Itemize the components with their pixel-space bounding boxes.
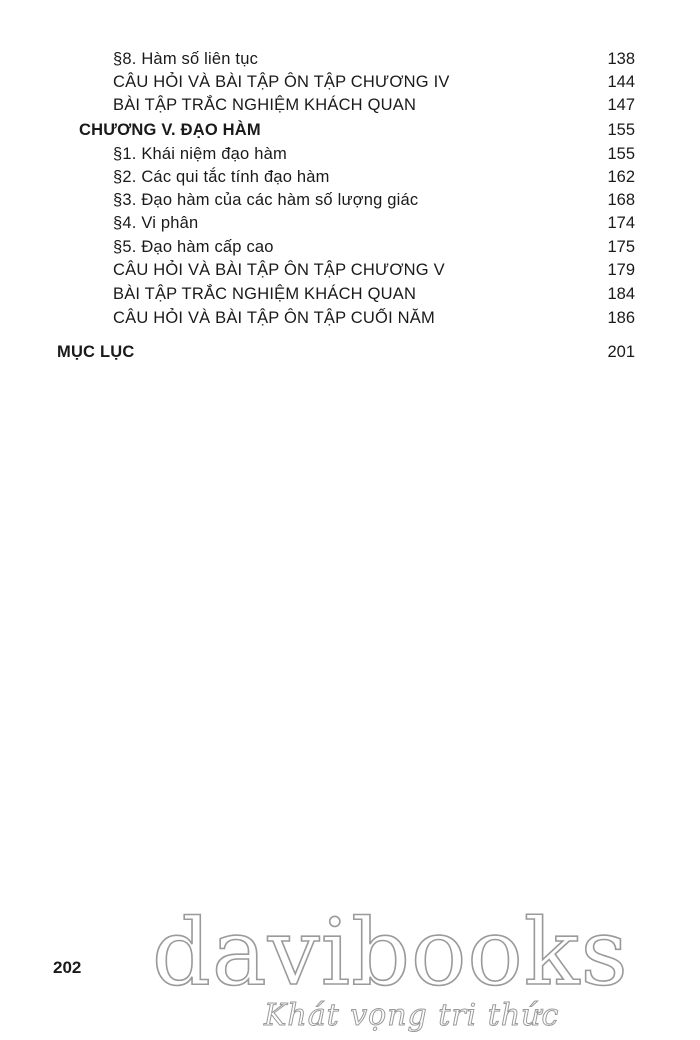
toc-top-level-heading xyxy=(0,340,700,364)
watermark-brand: davibooks xyxy=(152,899,629,1006)
toc-entry-page: 138 xyxy=(607,50,635,68)
toc-chapter-heading xyxy=(0,118,700,142)
toc-entry-title: CHƯƠNG V. ĐẠO HÀM xyxy=(79,121,261,139)
toc-entry xyxy=(0,235,700,259)
toc-entry-title: §8. Hàm số liên tục xyxy=(113,50,259,68)
toc-entry-title: §4. Vi phân xyxy=(113,214,199,232)
toc-entry-page: 144 xyxy=(607,73,635,91)
toc-entry xyxy=(0,188,700,212)
toc-entry xyxy=(0,70,700,94)
toc-entry xyxy=(0,211,700,235)
toc-entry-page: 155 xyxy=(607,121,635,139)
toc-entry-page: 184 xyxy=(607,285,635,303)
toc-entry-page: 162 xyxy=(607,168,635,186)
toc-entry-title: CÂU HỎI VÀ BÀI TẬP ÔN TẬP CHƯƠNG IV xyxy=(113,73,450,91)
toc-entry-title: CÂU HỎI VÀ BÀI TẬP ÔN TẬP CHƯƠNG V xyxy=(113,261,445,279)
toc-entry-page: 168 xyxy=(607,191,635,209)
toc-entry-title: §3. Đạo hàm của các hàm số lượng giác xyxy=(113,191,419,209)
toc-entry xyxy=(0,306,700,330)
toc-entry-page: 186 xyxy=(607,309,635,327)
toc-entry-page: 175 xyxy=(607,238,635,256)
watermark xyxy=(140,898,629,1038)
toc-entry xyxy=(0,93,700,117)
toc-entry xyxy=(0,258,700,282)
toc-entry-title: CÂU HỎI VÀ BÀI TẬP ÔN TẬP CUỐI NĂM xyxy=(113,309,435,327)
toc-entry xyxy=(0,165,700,189)
toc-entry-page: 155 xyxy=(607,145,635,163)
toc-entry-title: §5. Đạo hàm cấp cao xyxy=(113,238,274,256)
toc-entry-title: §2. Các qui tắc tính đạo hàm xyxy=(113,168,330,186)
watermark-tagline: Khát vọng tri thức xyxy=(264,998,560,1033)
toc-entry-page: 179 xyxy=(607,261,635,279)
toc-entry-page: 201 xyxy=(607,343,635,361)
toc-entry-title: BÀI TẬP TRẮC NGHIỆM KHÁCH QUAN xyxy=(113,285,417,303)
toc-entry xyxy=(0,282,700,306)
toc-entry-title: BÀI TẬP TRẮC NGHIỆM KHÁCH QUAN xyxy=(113,96,417,114)
toc-entry-title: §1. Khái niệm đạo hàm xyxy=(113,145,287,163)
toc-entry xyxy=(0,47,700,71)
page-number: 202 xyxy=(53,958,82,977)
toc-entry-page: 147 xyxy=(607,96,635,114)
toc-entry-title: MỤC LỤC xyxy=(57,343,135,361)
toc-entry xyxy=(0,142,700,166)
toc-entry-page: 174 xyxy=(607,214,635,232)
